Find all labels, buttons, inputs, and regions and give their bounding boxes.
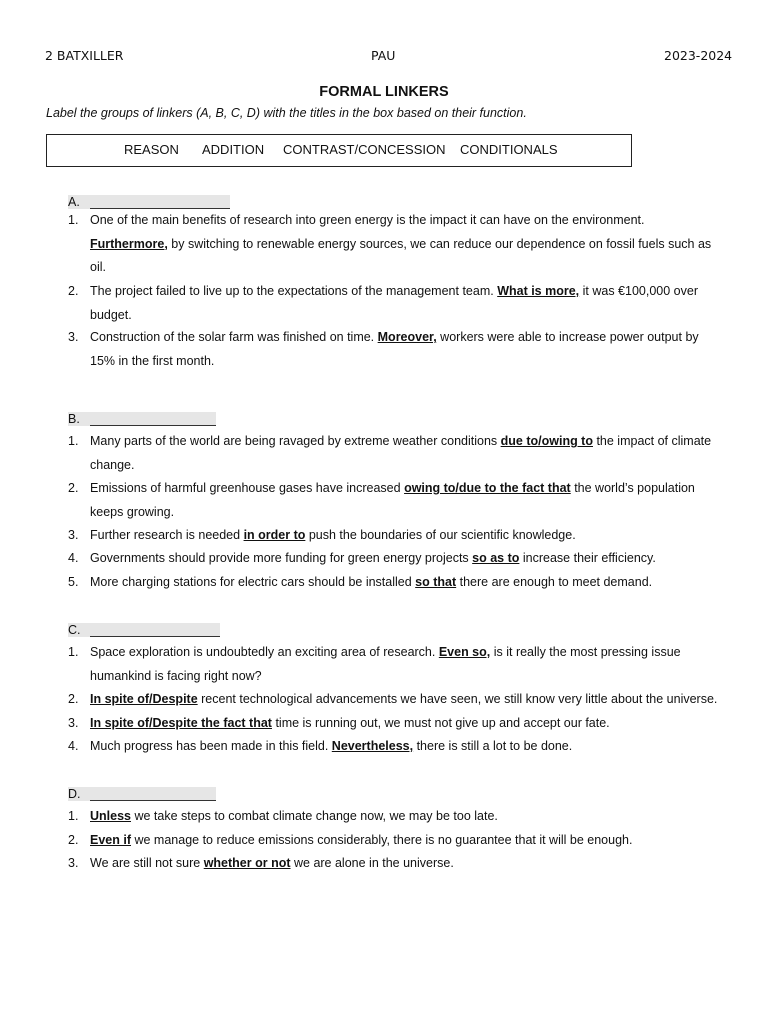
item-number: 1.: [68, 809, 79, 823]
item-number: 1.: [68, 645, 79, 659]
linker: In spite of/Despite the fact that: [90, 716, 272, 730]
page-title: FORMAL LINKERS: [319, 84, 449, 100]
sentence-start: We are still not sure: [90, 856, 204, 870]
item-number: 3.: [68, 716, 79, 730]
instructions: Label the groups of linkers (A, B, C, D) with the titles in the box based on their function.: [46, 106, 527, 120]
sentence-start: Governments should provide more funding for green energy projects: [90, 551, 473, 565]
linker: so that: [415, 575, 457, 589]
linker: owing to/due to the fact that: [404, 481, 571, 495]
item-sentence: [90, 712, 722, 736]
sentence-end: we are alone in the universe.: [290, 856, 454, 870]
item-number: 1.: [68, 434, 79, 448]
section-d-label: [68, 787, 216, 801]
item-sentence: [90, 326, 722, 373]
sentence-end: is it really the most pressing issue humankind is facing right now?: [90, 645, 681, 683]
linker: In spite of/Despite: [90, 692, 198, 706]
linker: whether or not: [203, 856, 291, 870]
sentence-start: One of the main benefits of research into green energy is the impact it can have on the environment.: [90, 213, 645, 227]
item-sentence: [90, 641, 722, 688]
sentence-start: Further research is needed: [90, 528, 244, 542]
answer-blank[interactable]: [90, 787, 216, 801]
sentence-end: we take steps to combat climate change now, we may be too late.: [131, 809, 498, 823]
section-letter: D.: [68, 787, 90, 801]
item-number: 2.: [68, 284, 79, 298]
item-number: 1.: [68, 213, 79, 227]
sentence-end: it was €100,000 over budget.: [90, 284, 698, 322]
section-a-label: [68, 195, 230, 209]
header-exam: PAU: [371, 48, 396, 63]
section-c-label: [68, 623, 220, 637]
linker: Even if: [90, 833, 131, 847]
item-number: 4.: [68, 551, 79, 565]
option-conditionals: CONDITIONALS: [460, 142, 558, 157]
header-class: 2 BATXILLER: [45, 48, 124, 63]
section-letter: B.: [68, 412, 90, 426]
linker: in order to: [243, 528, 306, 542]
sentence-end: by switching to renewable energy sources, we can reduce our dependence on fossil fuels such as oil.: [90, 236, 712, 274]
item-sentence: [90, 829, 722, 853]
item-sentence: [90, 805, 722, 829]
linker: Furthermore,: [90, 236, 168, 251]
linker: due to/owing to: [500, 434, 593, 448]
item-sentence: [90, 477, 722, 524]
answer-blank[interactable]: [90, 412, 216, 426]
sentence-end: increase their efficiency.: [519, 551, 656, 565]
item-number: 3.: [68, 330, 79, 344]
sentence-start: Much progress has been made in this field.: [90, 739, 332, 753]
sentence-end: the world’s population keeps growing.: [90, 481, 695, 519]
item-number: 5.: [68, 575, 79, 589]
item-number: 4.: [68, 739, 79, 753]
item-sentence: [90, 571, 722, 595]
item-number: 3.: [68, 856, 79, 870]
sentence-start: More charging stations for electric cars should be installed: [90, 575, 416, 589]
section-b-label: [68, 412, 216, 426]
sentence-start: Space exploration is undoubtedly an exciting area of research.: [90, 645, 439, 659]
header-year: 2023-2024: [664, 48, 733, 63]
item-number: 2.: [68, 481, 79, 495]
sentence-end: there are enough to meet demand.: [456, 575, 653, 589]
item-sentence: [90, 735, 722, 759]
linker: Unless: [90, 809, 131, 823]
item-sentence: [90, 430, 722, 477]
sentence-start: Emissions of harmful greenhouse gases have increased: [90, 481, 405, 495]
linker: Moreover,: [377, 330, 437, 344]
sentence-end: time is running out, we must not give up and accept our fate.: [271, 716, 610, 730]
item-sentence: [90, 280, 722, 327]
linker: What is more,: [497, 284, 580, 298]
sentence-start: Construction of the solar farm was finished on time.: [90, 330, 378, 344]
section-letter: A.: [68, 195, 90, 209]
item-number: 2.: [68, 692, 79, 706]
sentence-end: we manage to reduce emissions considerably, there is no guarantee that it will be enough.: [131, 833, 633, 847]
item-sentence: [90, 852, 722, 876]
option-reason: REASON: [124, 142, 179, 157]
sentence-end: there is still a lot to be done.: [413, 739, 573, 753]
linker: Even so,: [438, 645, 491, 659]
sentence-end: push the boundaries of our scientific knowledge.: [305, 528, 576, 542]
sentence-start: Many parts of the world are being ravaged by extreme weather conditions: [90, 434, 501, 448]
item-sentence: [90, 209, 722, 280]
option-contrast-concession: CONTRAST/CONCESSION: [283, 142, 446, 157]
sentence-end: recent technological advancements we have seen, we still know very little about the universe.: [197, 692, 718, 706]
item-sentence: [90, 524, 722, 548]
answer-blank[interactable]: [90, 195, 230, 209]
options-box: [46, 134, 632, 167]
section-letter: C.: [68, 623, 90, 637]
option-addition: ADDITION: [202, 142, 265, 157]
linker: Nevertheless,: [331, 739, 414, 753]
sentence-start: The project failed to live up to the expectations of the management team.: [90, 284, 498, 298]
item-number: 2.: [68, 833, 79, 847]
sentence-end: workers were able to increase power output by 15% in the first month.: [90, 330, 699, 368]
item-number: 3.: [68, 528, 79, 542]
item-sentence: [90, 547, 722, 571]
sentence-end: the impact of climate change.: [90, 434, 712, 472]
answer-blank[interactable]: [90, 623, 220, 637]
item-sentence: [90, 688, 722, 712]
linker: so as to: [472, 551, 520, 565]
